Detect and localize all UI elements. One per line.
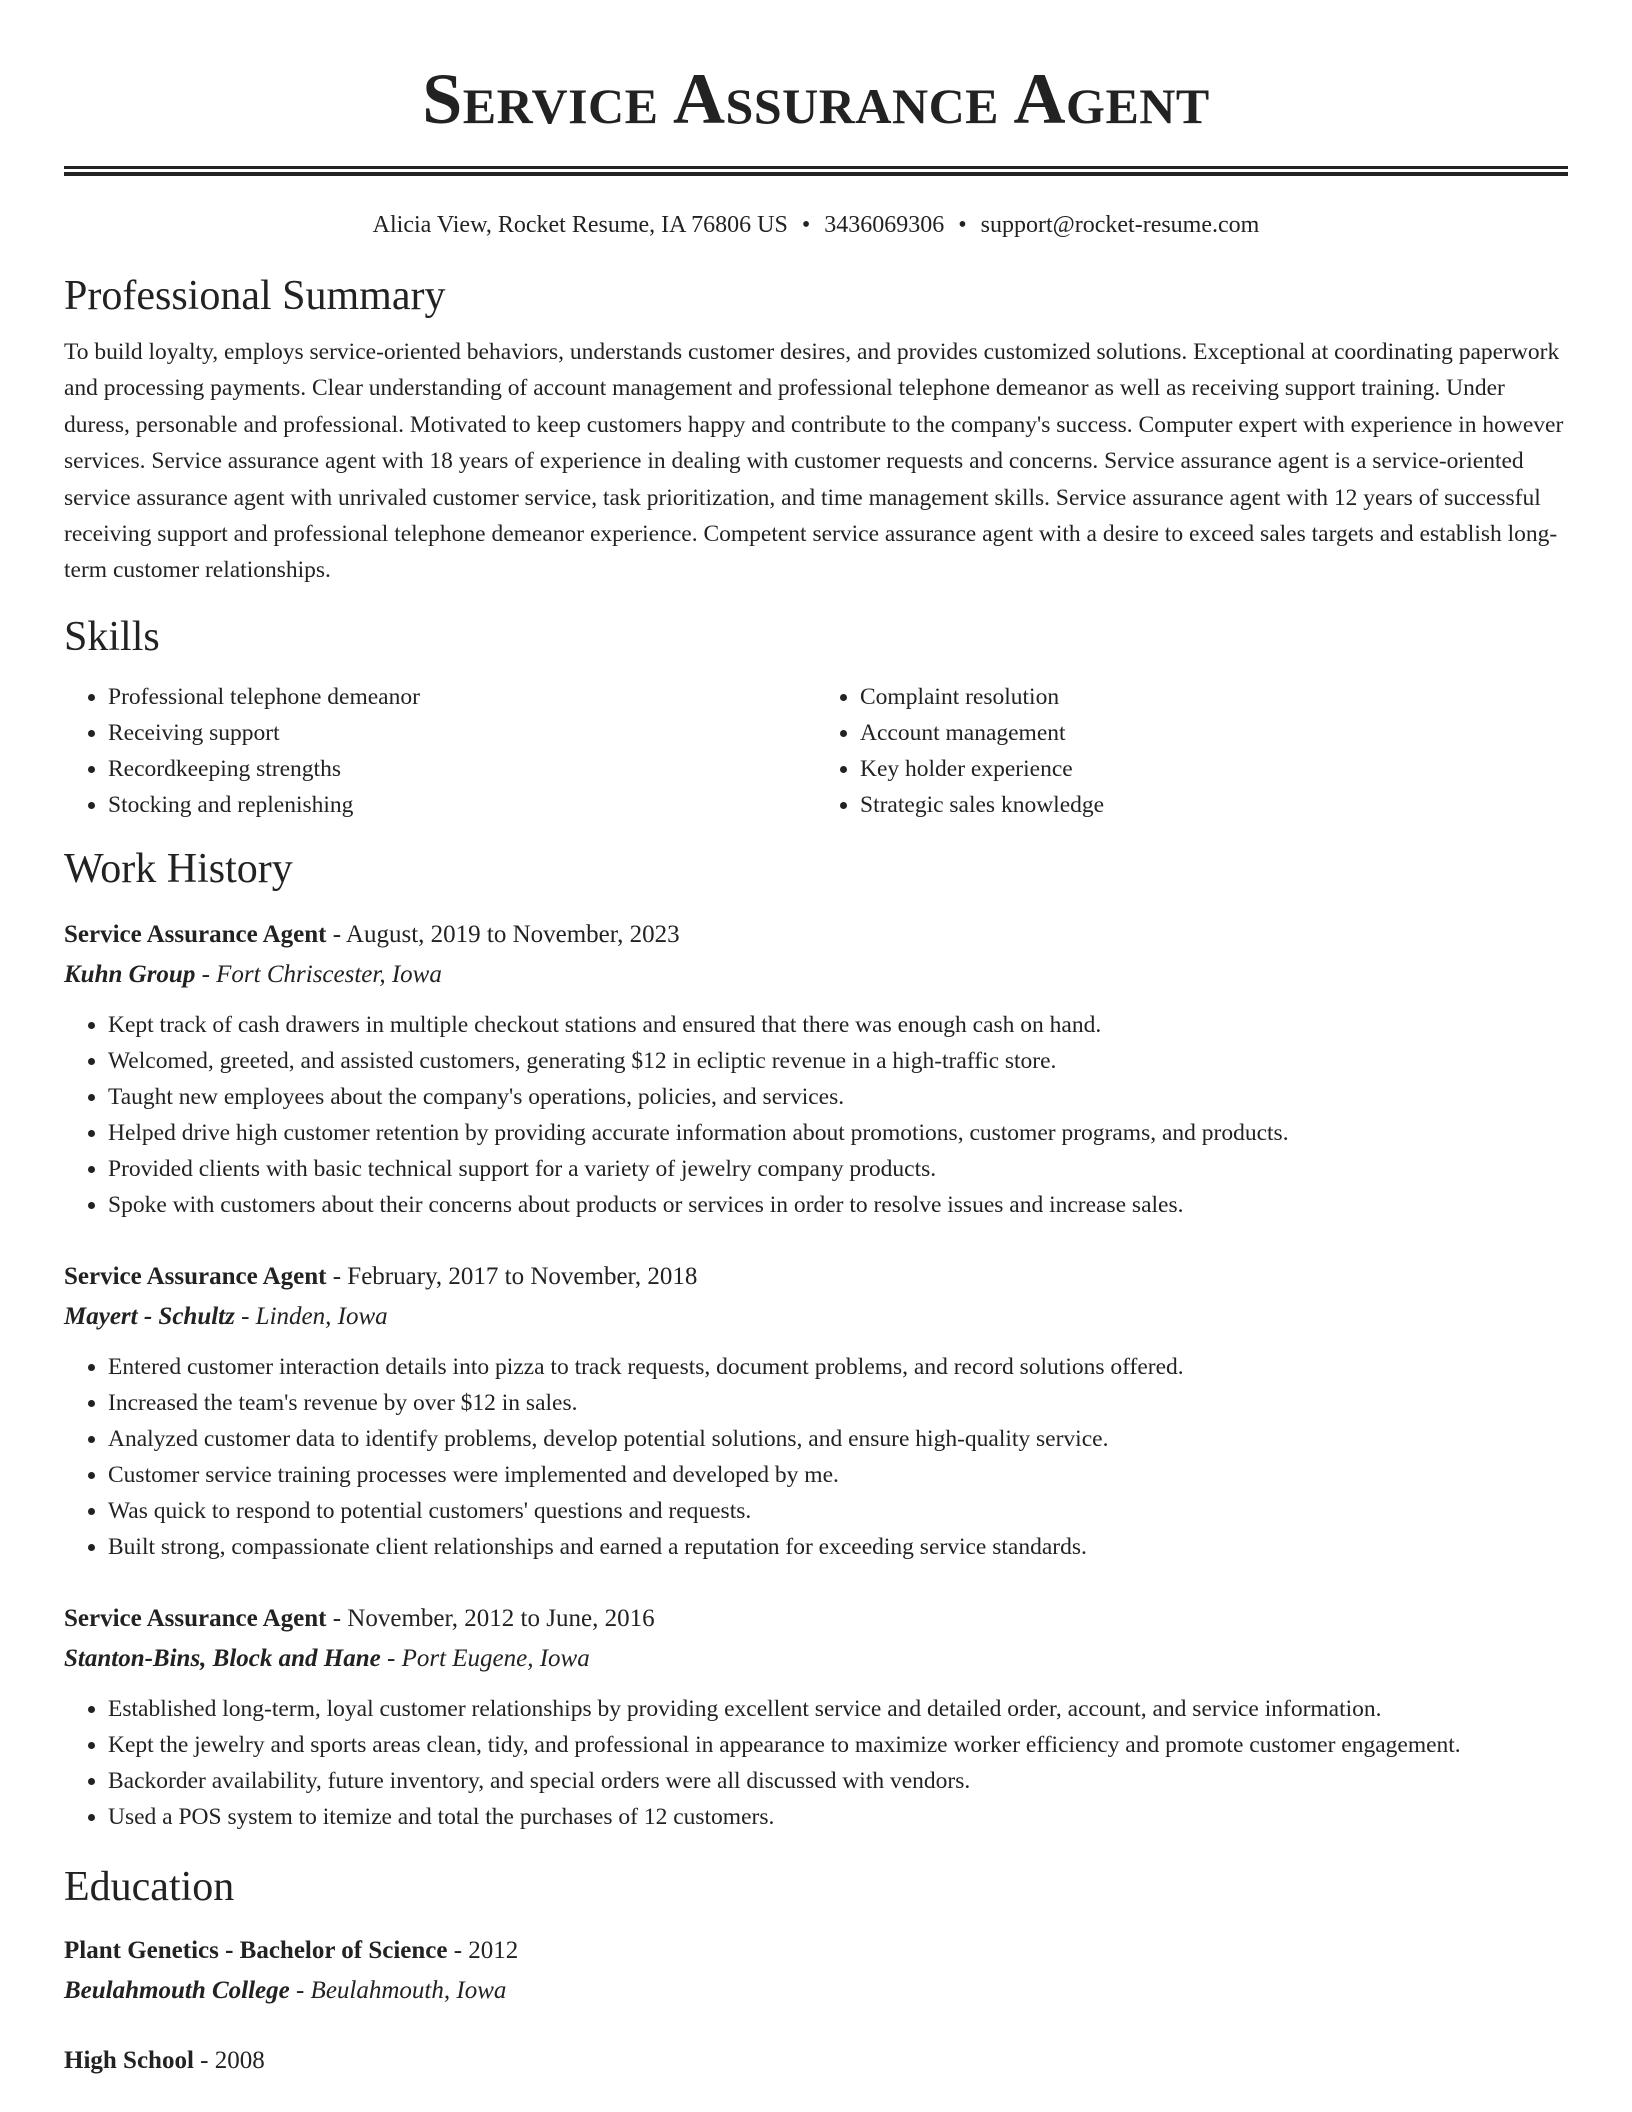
bullet-separator: • <box>958 212 967 238</box>
school-name: Beulahmouth College <box>64 1976 290 2004</box>
duty-item: • Provided clients with basic technical support for a variety of jewelry company products. <box>108 1151 1568 1187</box>
job-header <box>64 917 1568 953</box>
duty-item: • Established long-term, loyal customer relationships by providing excellent service and detailed order, account, and service information. <box>108 1691 1568 1727</box>
degree-year: - 2012 <box>447 1936 519 1964</box>
skills-column-right <box>816 679 1568 823</box>
duty-item: • Taught new employees about the company's operations, policies, and services. <box>108 1079 1568 1115</box>
duty-item: • Increased the team's revenue by over $12 in sales. <box>108 1385 1568 1421</box>
duty-item: • Kept track of cash drawers in multiple checkout stations and ensured that there was enough cash on hand. <box>108 1007 1568 1043</box>
job-entry <box>64 1601 1568 1835</box>
job-duties <box>64 1691 1568 1835</box>
job-header <box>64 1601 1568 1637</box>
degree-name: High School <box>64 2046 194 2074</box>
skills-column-left <box>64 679 816 823</box>
company-name: Mayert - Schultz <box>64 1302 235 1330</box>
skill-item: • Recordkeeping strengths <box>108 751 816 787</box>
company-location: - Port Eugene, Iowa <box>380 1644 590 1672</box>
duty-item: • Was quick to respond to potential customers' questions and requests. <box>108 1493 1568 1529</box>
education-entry <box>64 2043 1568 2079</box>
company-location: - Linden, Iowa <box>234 1302 388 1330</box>
skill-item: • Receiving support <box>108 715 816 751</box>
job-duties <box>64 1007 1568 1223</box>
job-duties <box>64 1349 1568 1565</box>
section-title-summary: Professional Summary <box>64 273 446 319</box>
duty-item: • Spoke with customers about their concerns about products or services in order to resolve issues and increase sales. <box>108 1187 1568 1223</box>
duty-item: • Welcomed, greeted, and assisted customers, generating $12 in ecliptic revenue in a high-traffic store. <box>108 1043 1568 1079</box>
skill-item: • Key holder experience <box>860 751 1568 787</box>
contact-line <box>64 210 1568 240</box>
job-entry <box>64 917 1568 1223</box>
duty-item: • Used a POS system to itemize and total the purchases of 12 customers. <box>108 1799 1568 1835</box>
duty-item: • Kept the jewelry and sports areas clean, tidy, and professional in appearance to maximize worker efficiency and promote customer engagement. <box>108 1727 1568 1763</box>
job-title: Service Assurance Agent <box>64 1262 327 1290</box>
duty-item: • Backorder availability, future inventory, and special orders were all discussed with vendors. <box>108 1763 1568 1799</box>
company-location: - Fort Chriscester, Iowa <box>195 960 442 988</box>
degree-year: - 2008 <box>193 2046 265 2074</box>
skill-item: • Professional telephone demeanor <box>108 679 816 715</box>
duty-item: • Customer service training processes were implemented and developed by me. <box>108 1457 1568 1493</box>
job-header <box>64 1259 1568 1295</box>
degree-name: Plant Genetics - Bachelor of Science <box>64 1936 448 1964</box>
job-dates: - November, 2012 to June, 2016 <box>326 1604 655 1632</box>
school-location: - Beulahmouth, Iowa <box>289 1976 507 2004</box>
bullet-separator: • <box>801 212 811 238</box>
education-entry <box>64 1933 1568 2009</box>
job-entry <box>64 1259 1568 1565</box>
degree-line <box>64 1933 1568 1969</box>
skills-list <box>64 679 1568 823</box>
duty-item: • Entered customer interaction details into pizza to track requests, document problems, and record solutions offered. <box>108 1349 1568 1385</box>
duty-item: • Built strong, compassionate client relationships and earned a reputation for exceeding service standards. <box>108 1529 1568 1565</box>
skill-item: • Complaint resolution <box>860 679 1568 715</box>
degree-line <box>64 2043 1568 2079</box>
company-name: Kuhn Group <box>64 960 196 988</box>
duty-item: • Helped drive high customer retention by providing accurate information about promotions, customer programs, and products. <box>108 1115 1568 1151</box>
section-title-education: Education <box>64 1863 235 1910</box>
contact-phone: 3436069306 <box>824 212 945 238</box>
job-dates: - February, 2017 to November, 2018 <box>326 1262 698 1290</box>
duty-item: • Analyzed customer data to identify problems, develop potential solutions, and ensure high-quality service. <box>108 1421 1568 1457</box>
page-title: Service Assurance Agent <box>422 59 1210 139</box>
skill-item: • Stocking and replenishing <box>108 787 816 823</box>
job-title: Service Assurance Agent <box>64 1604 327 1632</box>
title-divider <box>64 166 1568 176</box>
job-title: Service Assurance Agent <box>64 920 327 948</box>
company-name: Stanton-Bins, Block and Hane <box>64 1644 381 1672</box>
summary-paragraph: To build loyalty, employs service-oriented behaviors, understands customer desires, and provides customized solutions. Exceptional at coordinating paperwork and processing payments. Clear understanding of account management and professional telephone demeanor as well as receiving support training. Under duress, personable and professional. Motivated to keep customers happy and contribute to the company's success. Computer expert with experience in however services. Service assurance agent with 18 years of experience in dealing with customer requests and concerns. Service assurance agent is a service-oriented service assurance agent with unrivaled customer service, task prioritization, and time management skills. Service assurance agent with 12 years of successful receiving support and professional telephone demeanor experience. Competent service assurance agent with a desire to exceed sales targets and establish long-term customer relationships. <box>64 339 1564 584</box>
contact-email: support@rocket-resume.com <box>980 212 1260 238</box>
job-employer <box>64 957 1568 993</box>
school-line <box>64 1973 1568 2009</box>
skill-item: • Account management <box>860 715 1568 751</box>
section-title-skills: Skills <box>64 613 160 660</box>
contact-address: Alicia View, Rocket Resume, IA 76806 US <box>372 212 788 238</box>
job-employer <box>64 1299 1568 1335</box>
job-employer <box>64 1641 1568 1677</box>
section-title-work-history: Work History <box>64 845 293 892</box>
job-dates: - August, 2019 to November, 2023 <box>326 920 680 948</box>
skill-item: • Strategic sales knowledge <box>860 787 1568 823</box>
